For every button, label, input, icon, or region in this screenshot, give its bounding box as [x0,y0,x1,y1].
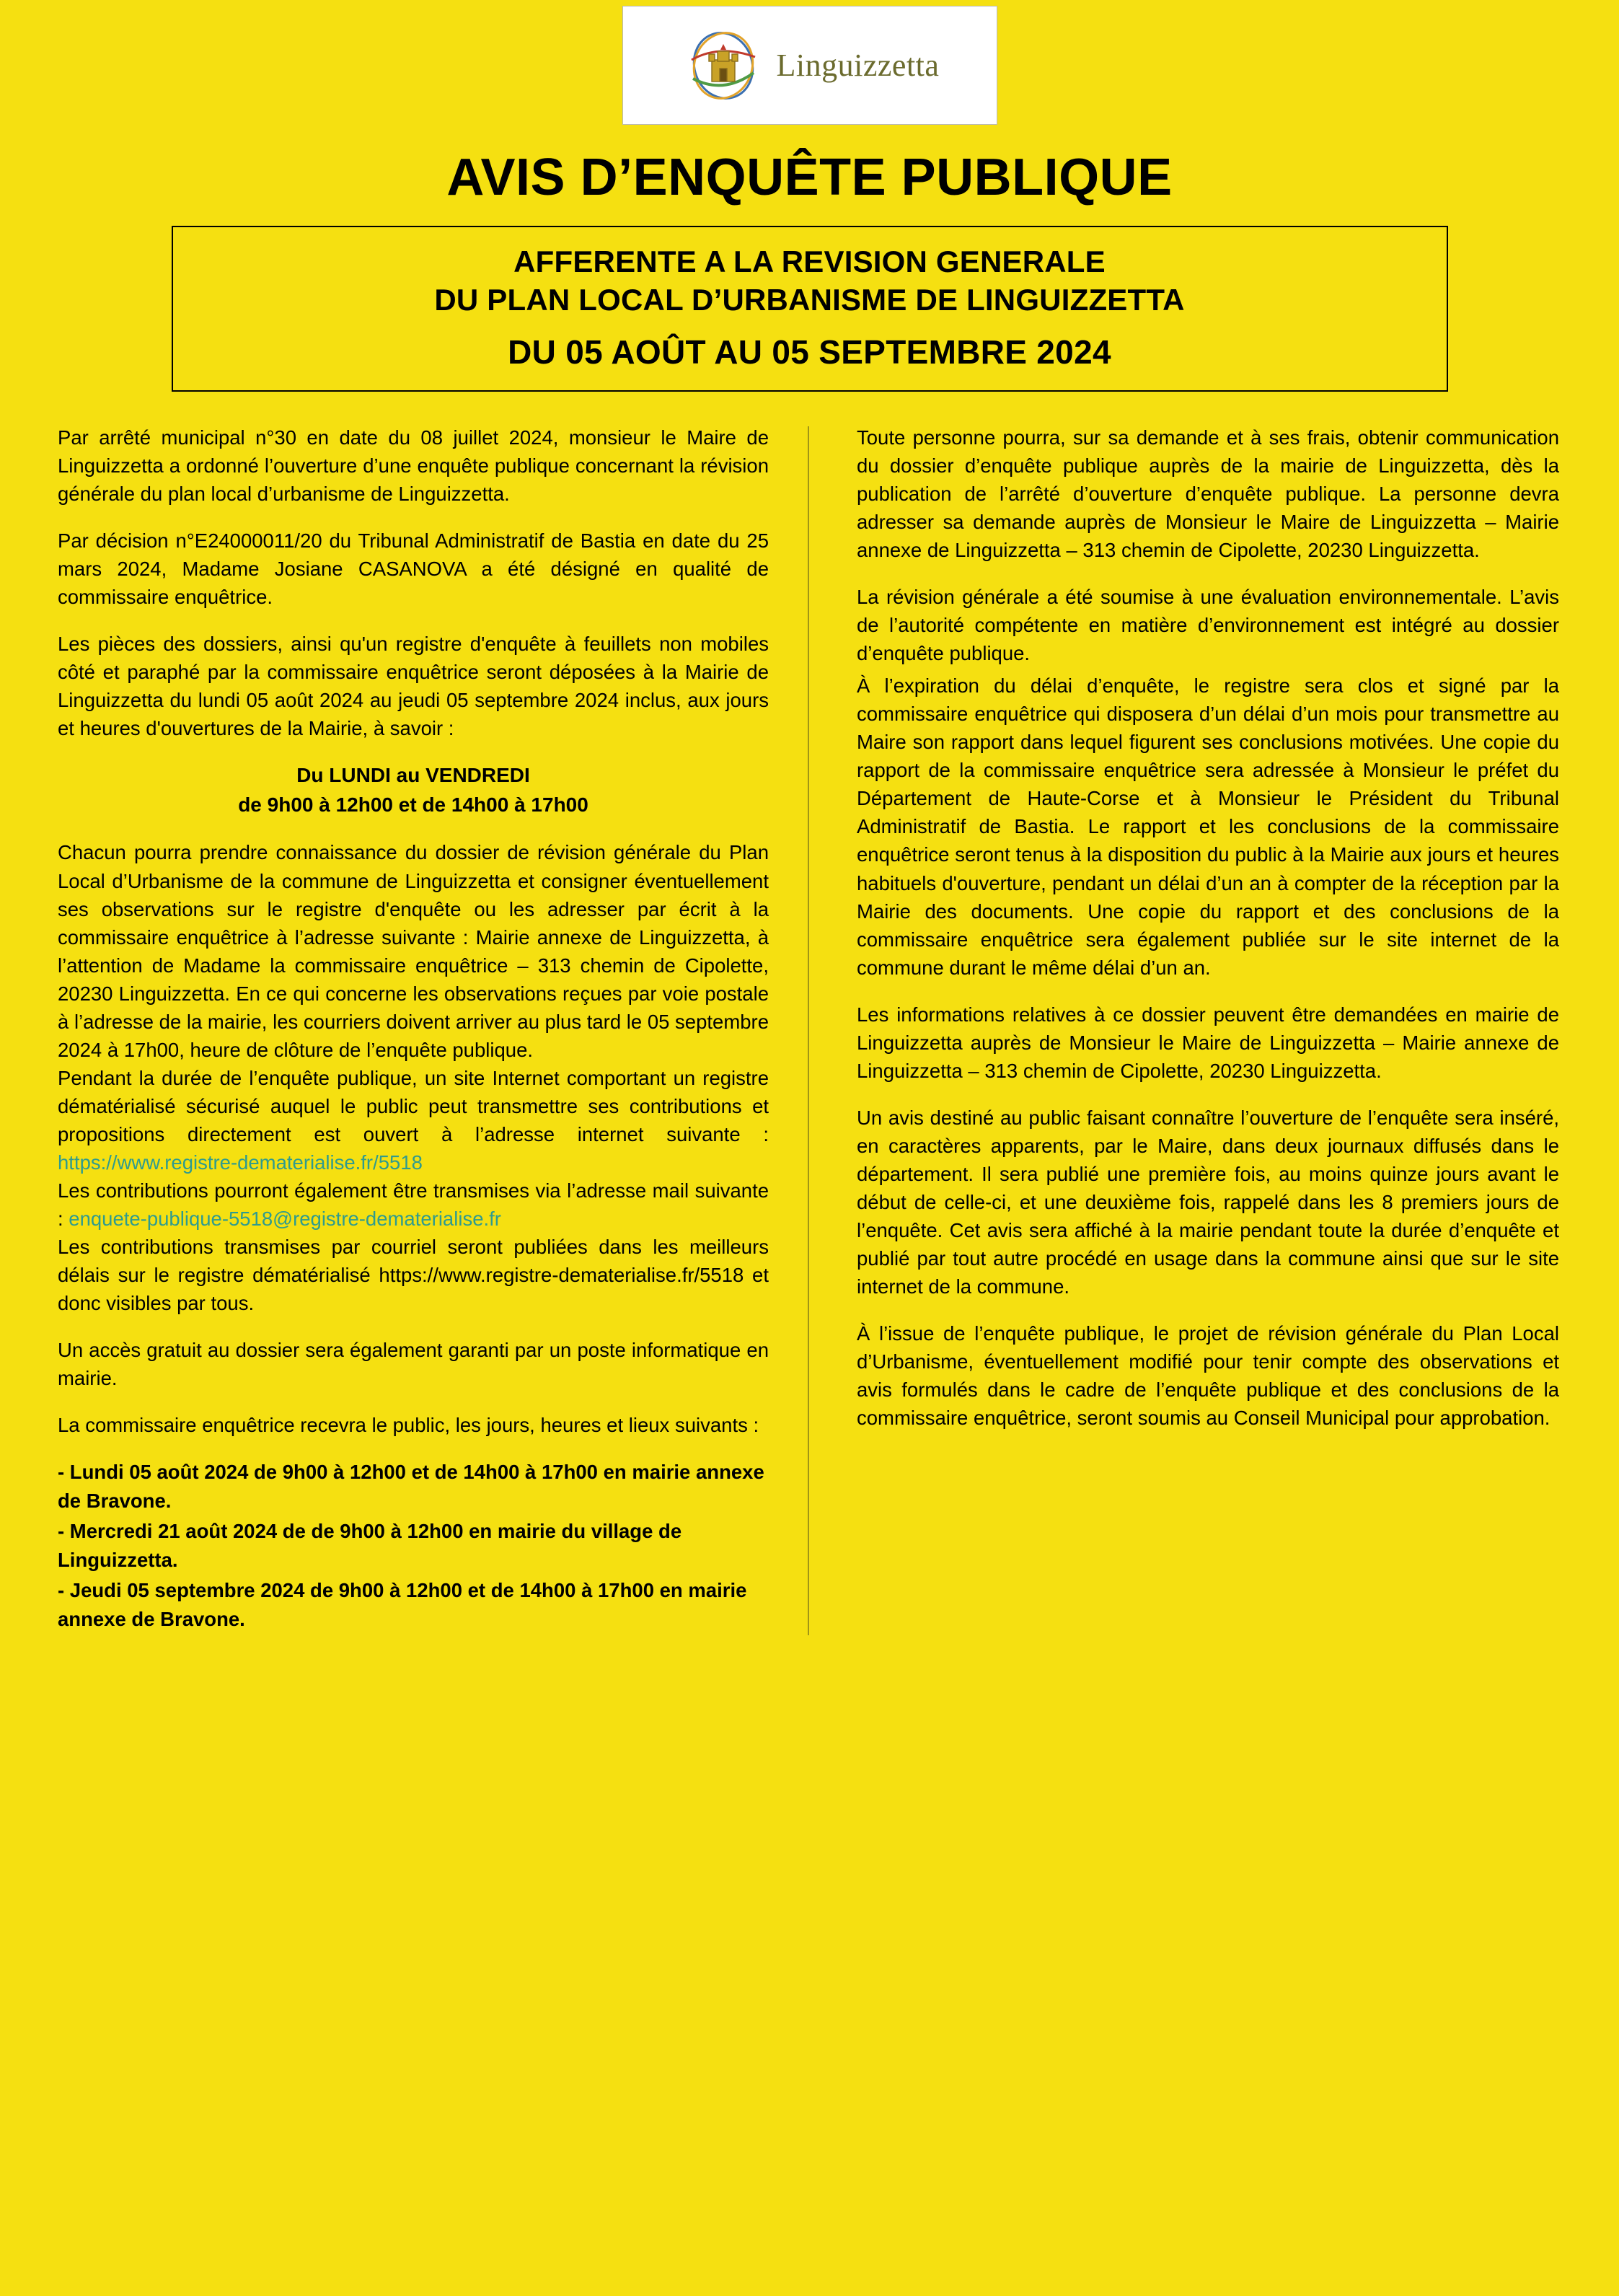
opening-hours-block [58,761,769,819]
left-paragraph-9: La commissaire enquêtrice recevra le public, les jours, heures et lieux suivants : [58,1414,759,1437]
right-paragraph-3: À l’expiration du délai d’enquête, le registre sera clos et signé par la commissaire enquêtrice qui disposera d’un délai d’un mois pour transmettre au Maire son rapport dans lequel figurent ses conclusions motivées. Une copie du rapport de la commissaire enquêtrice sera adressée à Monsieur le préfet du Département de Haute-Corse et à Monsieur le Président du Tribunal Administratif de Bastia. Le rapport et les conclusions de la commissaire enquêtrice seront tenus à la disposition du public à la Mairie aux jours et heures habituels d'ouverture, pendant un délai d’un an à compter de la réception par la Mairie des documents. Une copie du rapport et des conclusions de la commissaire enquêtrice sera également publiée sur le site internet de la commune durant le même délai d’un an. [857,674,1559,979]
left-paragraph-5-text: Pendant la durée de l’enquête publique, un site Internet comportant un registre dématérialisé sécurisé auquel le public peut transmettre ses contributions et propositions directement est ouvert à l’adresse internet suivante : [58,1066,769,1145]
right-paragraph-6: À l’issue de l’enquête publique, le projet de révision générale du Plan Local d’Urbanisme, éventuellement modifié pour tenir compte des observations et avis formulés dans le cadre de l’enquête publique et des conclusions de la commissaire enquêtrice, seront soumis au Conseil Municipal pour approbation. [857,1322,1559,1430]
left-paragraph-3: Les pièces des dossiers, ainsi qu'un registre d'enquête à feuillets non mobiles côté et paraphé par la commissaire enquêtrice seront déposées à la Mairie de Linguizzetta du lundi 05 août 2024 au jeudi 05 septembre 2024 inclus, aux jours et heures d'ouvertures de la Mairie, à savoir : [58,633,769,740]
page-title: AVIS D’ENQUÊTE PUBLIQUE [446,149,1173,206]
registre-dematerialise-link[interactable]: https://www.registre-dematerialise.fr/5518 [58,1151,423,1174]
right-paragraph-5: Un avis destiné au public faisant connaître l’ouverture de l’enquête sera inséré, en caractères apparents, par le Maire, dans deux journaux diffusés dans le département. Il sera publié une première fois, au moins quinze jours avant le début de celle-ci, et une deuxième fois, rappelé dans les 8 premiers jours de l’enquête. Cet avis sera affiché à la mairie pendant toute la durée d’enquête et publié par tout autre procédé en usage dans la commune ainsi que sur le site internet de la commune. [857,1106,1559,1298]
notice-page [0,6,1619,2296]
left-paragraph-7: Les contributions transmises par courriel seront publiées dans les meilleurs délais sur le registre dématérialisé https://www.registre-dematerialise.fr/5518 et donc visibles par tous. [58,1236,769,1315]
subtitle-line-2: DU PLAN LOCAL D’URBANISME DE LINGUIZZETTA [434,282,1185,317]
left-paragraph-5 [58,1064,769,1176]
linguizzetta-crest-icon [680,22,767,109]
right-paragraph-4: Les informations relatives à ce dossier peuvent être demandées en mairie de Linguizzetta auprès de Monsieur le Maire de Linguizzetta – Mairie annexe de Linguizzetta – 313 chemin de Cipolette, 20230 Linguizzetta. [857,1003,1559,1082]
column-divider [808,426,809,1635]
permanences-list [58,1458,769,1633]
right-column [809,423,1559,1635]
commune-logo [622,6,997,125]
list-item: - Mercredi 21 août 2024 de de 9h00 à 12h00 en mairie du village de Linguizzetta. [58,1520,682,1572]
left-paragraph-4: Chacun pourra prendre connaissance du dossier de révision générale du Plan Local d’Urbanisme de la commune de Linguizzetta et consigner éventuellement ses observations sur le registre d'enquête ou les adresser par écrit à la commissaire enquêtrice à l’adresse suivante : Mairie annexe de Linguizzetta, à l’attention de Madame la commissaire enquêtrice – 313 chemin de Cipolette, 20230 Linguizzetta. En ce qui concerne les observations reçues par voie postale à l’adresse de la mairie, les courriers doivent arriver au plus tard le 05 septembre 2024 à 17h00, heure de clôture de l’enquête publique. [58,841,769,1061]
list-item: - Jeudi 05 septembre 2024 de 9h00 à 12h00 et de 14h00 à 17h00 en mairie annexe de Bravone. [58,1578,747,1630]
logo-text: Linguizzetta [776,48,940,83]
left-paragraph-8: Un accès gratuit au dossier sera également garanti par un poste informatique en mairie. [58,1339,769,1390]
subtitle-box [172,226,1448,392]
body-columns [58,423,1561,1635]
subtitle-dates: DU 05 AOÛT AU 05 SEPTEMBRE 2024 [508,333,1111,371]
left-paragraph-1: Par arrêté municipal n°30 en date du 08 juillet 2024, monsieur le Maire de Linguizzetta a ordonné l’ouverture d’une enquête publique concernant la révision générale du plan local d’urbanisme de Linguizzetta. [58,426,769,505]
left-paragraph-6 [58,1176,769,1233]
list-item: - Lundi 05 août 2024 de 9h00 à 12h00 et de 14h00 à 17h00 en mairie annexe de Bravone. [58,1461,764,1513]
opening-hours-times: de 9h00 à 12h00 et de 14h00 à 17h00 [238,793,588,816]
left-paragraph-6-text: Les contributions pourront également être transmises via l’adresse mail suivante : [58,1179,769,1231]
opening-hours-days: Du LUNDI au VENDREDI [296,764,530,787]
left-paragraph-2: Par décision n°E24000011/20 du Tribunal Administratif de Bastia en date du 25 mars 2024, Madame Josiane CASANOVA a été désigné en qualité de commissaire enquêtrice. [58,529,769,609]
enquete-publique-email-link[interactable]: enquete-publique-5518@registre-dematerialise.fr [69,1208,501,1231]
right-paragraph-2: La révision générale a été soumise à une évaluation environnementale. L’avis de l’autorité compétente en matière d’environnement est intégré au dossier d’enquête publique. [857,586,1559,665]
left-column [58,423,808,1635]
subtitle-line-1: AFFERENTE A LA REVISION GENERALE [513,245,1106,278]
right-paragraph-1: Toute personne pourra, sur sa demande et à ses frais, obtenir communication du dossier d’enquête publique auprès de la mairie de Linguizzetta, dès la publication de l’arrêté d’ouverture d’enquête publique. La personne devra adresser sa demande auprès de Monsieur le Maire de Linguizzetta – Mairie annexe de Linguizzetta – 313 chemin de Cipolette, 20230 Linguizzetta. [857,426,1559,561]
